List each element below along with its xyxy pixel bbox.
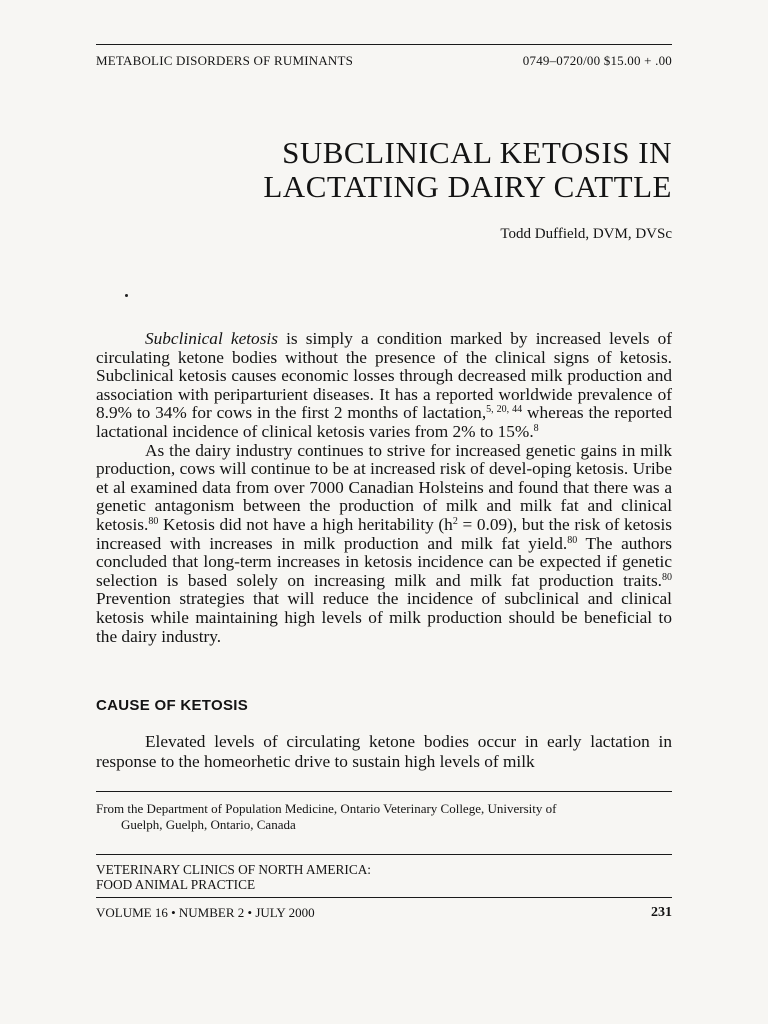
intro-text [96,330,672,646]
issue-rule [96,897,672,898]
journal-line-1: VETERINARY CLINICS OF NORTH AMERICA: [96,862,372,877]
citation: 8 [533,422,539,434]
issue-line [96,905,672,921]
page-number: 231 [651,905,672,920]
citation: 80 [662,571,672,583]
issn-code: 0749–0720/00 $15.00 + .00 [522,53,672,68]
citation: 80 [567,534,578,546]
series-title: METABOLIC DISORDERS OF RUMINANTS [96,53,354,68]
journal-rule [96,854,672,855]
footnote-line-2: Guelph, Guelph, Ontario, Canada [121,817,296,832]
paragraph-2: As the dairy industry continues to strive for increased genetic gains in milk production, cows will continue to be at increased risk of devel-oping ketosis. Uribe et al examined data from over 7000 Canadian Holsteins and found that there was a genetic antagonism between the production of milk and milk fat and clinical ketosis.$^{80}$ Ketosis did not have a high heritability $(h^2 = 0.09)$, but the risk of ketosis increased with increases in milk production and milk fat yield.$^{80}$ The authors concluded that long-term increases in ketosis incidence can be expected if genetic selection is based solely on increasing milk and milk fat production traits.$^{80}$ Prevention strategies that will reduce the incidence of subclinical and clinical ketosis while maintaining high levels of milk production should be beneficial to the dairy industry. [96,440,672,646]
citation: 5, 20, 44 [486,404,523,416]
top-rule [96,44,672,45]
term-subclinical-ketosis: Subclinical ketosis [145,329,278,348]
journal-name [96,862,371,892]
volume-info: VOLUME 16 • NUMBER 2 • JULY 2000 [96,905,315,920]
article-title [263,136,672,204]
superscript: 2 [452,515,458,527]
running-header [96,53,672,69]
title-line-2: LACTATING DAIRY CATTLE [263,169,672,204]
title-line-1: SUBCLINICAL KETOSIS IN [282,135,672,170]
journal-line-2: FOOD ANIMAL PRACTICE [96,877,256,892]
paragraph-3: Elevated levels of circulating ketone bodies occur in early lactation in response to the homeorhetic drive to sustain high levels of milk [96,732,672,771]
citation: 80 [148,515,159,527]
paragraph-1: Subclinical ketosis is simply a condition marked by increased levels of circulating ketone bodies without the presence of the clinical signs of ketosis. Subclinical ketosis causes economic losses through decreased milk production and association with periparturient diseases. It has a reported worldwide prevalence of 8.9% to 34% for cows in the first 2 months of lactation,$^{5, 20, 44}$ whereas the reported lactational incidence of clinical ketosis varies from 2% to 15%.$^8$ [96,329,672,441]
section-heading: CAUSE OF KETOSIS [96,697,249,714]
footnote-rule [96,791,672,792]
footnote-line-1: From the Department of Population Medicine, Ontario Veterinary College, University of [96,801,557,816]
section-text [96,732,672,771]
author-byline: Todd Duffield, DVM, DVSc [500,226,672,242]
stray-dot [125,294,128,297]
footnote [96,801,672,833]
